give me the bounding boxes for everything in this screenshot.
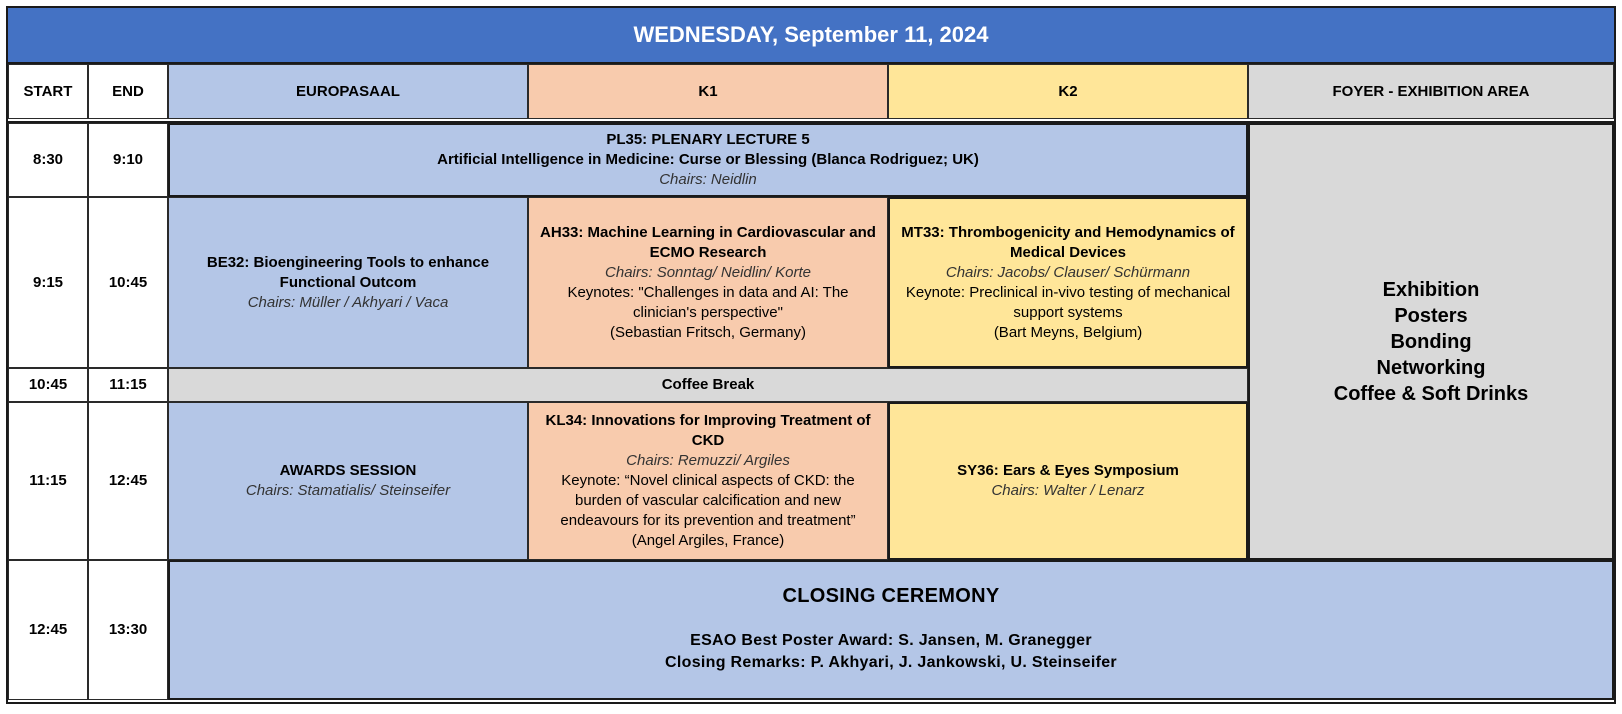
ah33-keynote-line1: Keynotes: "Challenges in data and AI: The [567, 283, 849, 301]
kl34-keynote-line3: endeavours for its prevention and treatment” [560, 512, 856, 529]
be32-title-line2: Functional Outcom [279, 273, 417, 291]
row5-end: 13:30 [88, 560, 168, 700]
session-kl34 [528, 402, 888, 560]
row3-start: 10:45 [8, 368, 88, 402]
row2-start: 9:15 [8, 197, 88, 368]
row1-end: 9:10 [88, 123, 168, 197]
ah33-speaker: (Sebastian Fritsch, Germany) [610, 323, 806, 341]
foyer-exhibition-area [1248, 123, 1614, 560]
plenary-session [168, 123, 1248, 197]
header-start: START [8, 64, 88, 119]
closing-remarks: Closing Remarks: P. Akhyari, J. Jankowski, U. Steinseifer [665, 654, 1117, 671]
session-mt33 [888, 197, 1248, 368]
sy36-chairs: Chairs: Walter / Lenarz [991, 482, 1145, 499]
awards-chairs: Chairs: Stamatialis/ Steinseifer [245, 482, 451, 499]
plenary-code: PL35: PLENARY LECTURE 5 [606, 131, 810, 148]
header-k2: K2 [888, 64, 1248, 119]
foyer-item-bonding: Bonding [1390, 330, 1472, 353]
plenary-title: Artificial Intelligence in Medicine: Curse or Blessing (Blanca Rodriguez; UK) [437, 151, 979, 168]
plenary-chairs: Chairs: Neidlin [659, 171, 757, 188]
kl34-keynote-line1: Keynote: “Novel clinical aspects of CKD: the [561, 472, 855, 489]
header-end: END [88, 64, 168, 119]
closing-ceremony [168, 560, 1614, 700]
awards-title: AWARDS SESSION [279, 462, 417, 479]
schedule-title: WEDNESDAY, September 11, 2024 [8, 8, 1614, 64]
foyer-item-posters: Posters [1394, 304, 1468, 327]
foyer-item-exhibition: Exhibition [1382, 278, 1480, 301]
session-ah33 [528, 197, 888, 368]
mt33-keynote-line1: Keynote: Preclinical in-vivo testing of mechanical [905, 283, 1231, 301]
mt33-speaker: (Bart Meyns, Belgium) [993, 323, 1143, 341]
row1-start: 8:30 [8, 123, 88, 197]
header-europasaal: EUROPASAAL [168, 64, 528, 119]
kl34-keynote-line2: burden of vascular calcification and new [575, 492, 841, 509]
mt33-title-line2: Medical Devices [1010, 243, 1126, 261]
closing-title: CLOSING CEREMONY [782, 585, 1000, 607]
coffee-break: Coffee Break [168, 368, 1248, 402]
be32-title-line1: BE32: Bioengineering Tools to enhance [206, 253, 490, 271]
session-sy36 [888, 402, 1248, 560]
ah33-title-line2: ECMO Research [649, 243, 767, 261]
mt33-title-line1: MT33: Thrombogenicity and Hemodynamics of [901, 223, 1235, 241]
be32-chairs: Chairs: Müller / Akhyari / Vaca [247, 293, 449, 311]
kl34-title-line2: CKD [691, 432, 725, 449]
schedule-table [6, 6, 1616, 704]
row2-end: 10:45 [88, 197, 168, 368]
kl34-chairs: Chairs: Remuzzi/ Argiles [626, 452, 790, 469]
foyer-item-coffee: Coffee & Soft Drinks [1333, 382, 1529, 405]
kl34-speaker: (Angel Argiles, France) [631, 532, 785, 549]
row3-end: 11:15 [88, 368, 168, 402]
header-foyer: FOYER - EXHIBITION AREA [1248, 64, 1614, 119]
foyer-item-networking: Networking [1376, 356, 1486, 379]
session-awards [168, 402, 528, 560]
session-be32 [168, 197, 528, 368]
ah33-keynote-line2: clinician's perspective" [633, 303, 783, 321]
closing-poster-award: ESAO Best Poster Award: S. Jansen, M. Granegger [690, 632, 1092, 649]
ah33-title-line1: AH33: Machine Learning in Cardiovascular and [540, 223, 876, 241]
kl34-title-line1: KL34: Innovations for Improving Treatment of [545, 412, 871, 429]
sy36-title: SY36: Ears & Eyes Symposium [957, 462, 1179, 479]
row4-end: 12:45 [88, 402, 168, 560]
ah33-chairs: Chairs: Sonntag/ Neidlin/ Korte [605, 263, 811, 281]
header-k1: K1 [528, 64, 888, 119]
mt33-chairs: Chairs: Jacobs/ Clauser/ Schürmann [945, 263, 1191, 281]
mt33-keynote-line2: support systems [1013, 303, 1123, 321]
row4-start: 11:15 [8, 402, 88, 560]
row5-start: 12:45 [8, 560, 88, 700]
